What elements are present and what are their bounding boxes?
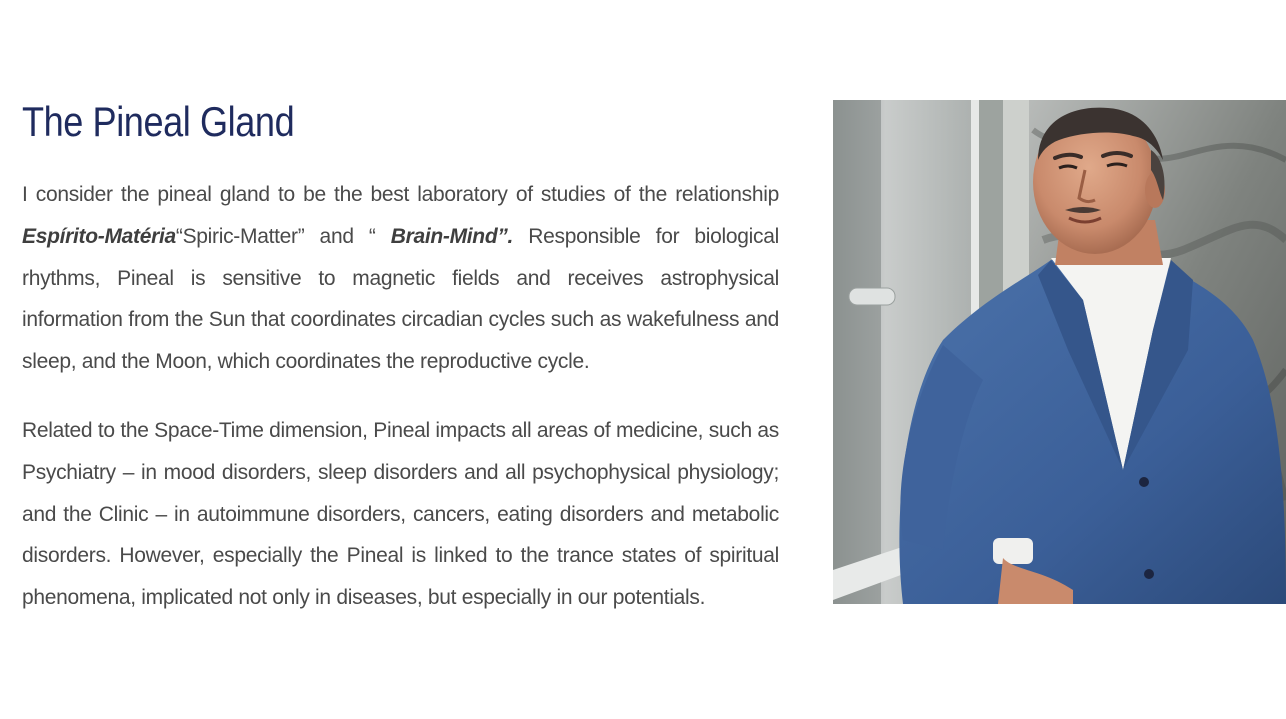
jacket-button xyxy=(1139,477,1149,487)
emphasis-brain-mind: Brain-Mind”. xyxy=(390,224,514,248)
door-handle xyxy=(849,288,895,305)
paragraph-space-time: Related to the Space-Time dimension, Pineal impacts all areas of medicine, such as Psychiatry – in mood disorders, sleep disorders and all psychophysical physiology; and the Clinic – in autoimmune disorders, cancers, eating disorders and metabolic disorders. However, especially the Pineal is linked to the trance states of spiritual phenomena, implicated not only in diseases, but especially in our potentials. xyxy=(22,418,779,610)
portrait-illustration xyxy=(833,100,1286,604)
shirt-cuff xyxy=(993,538,1033,564)
paragraph-intro-text-2: “Spiric-Matter” and “ xyxy=(175,224,391,248)
paragraph-intro-text-1: I consider the pineal gland to be the best laboratory of studies of the relationship xyxy=(22,183,779,206)
paragraph-intro-text-3: Responsible for biological rhythms, Pineal is sensitive to magnetic fields and receives astrophysical information from the Sun that coordinates circadian cycles such as wakefulness and sleep, and the Moon, which coordinates the reproductive cycle. xyxy=(22,224,779,374)
emphasis-espirito-materia: Espírito-Matéria xyxy=(22,224,176,248)
article-content xyxy=(22,96,779,619)
portrait-photo xyxy=(833,100,1286,604)
paragraph-intro xyxy=(22,174,779,383)
page-title: The Pineal Gland xyxy=(22,98,295,145)
